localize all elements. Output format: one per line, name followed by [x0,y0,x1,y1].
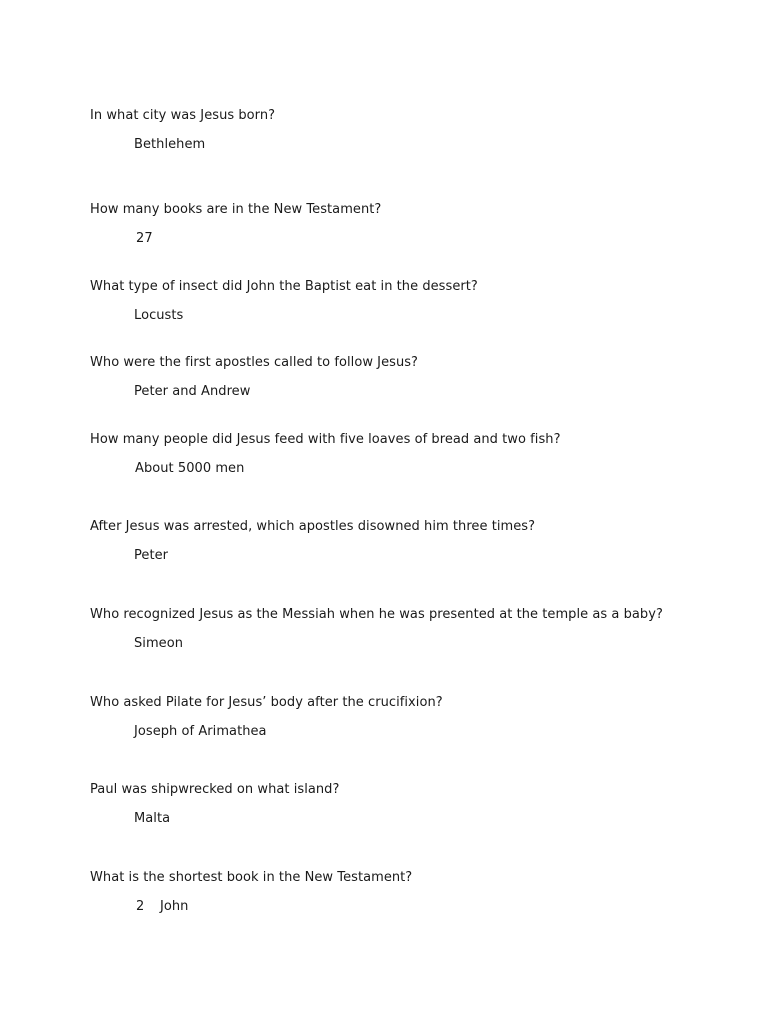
question-7: Who recognized Jesus as the Messiah when he was presented at the temple as a baby? [90,607,663,622]
question-2: How many books are in the New Testament? [90,202,382,217]
question-6: After Jesus was arrested, which apostles disowned him three times? [90,519,536,534]
question-10: What is the shortest book in the New Testament? [90,870,413,885]
answer-8: Joseph of Arimathea [134,724,267,739]
answer-7: Simeon [134,636,184,651]
answer-3: Locusts [134,308,184,323]
answer-10-number: 2 [136,899,145,914]
question-3: What type of insect did John the Baptist eat in the dessert? [90,279,478,294]
question-5: How many people did Jesus feed with five loaves of bread and two fish? [90,432,561,447]
answer-4: Peter and Andrew [134,384,251,399]
question-4: Who were the first apostles called to follow Jesus? [90,355,419,370]
answer-6: Peter [134,548,169,563]
answer-9: Malta [134,811,171,826]
answer-10 [136,899,188,915]
answer-10-word: John [160,899,189,914]
answer-1: Bethlehem [134,137,206,152]
question-8: Who asked Pilate for Jesus’ body after the crucifixion? [90,695,443,710]
question-1: In what city was Jesus born? [90,108,276,123]
question-9: Paul was shipwrecked on what island? [90,782,340,797]
answer-2: 27 [136,231,153,246]
answer-5: About 5000 men [135,461,245,476]
